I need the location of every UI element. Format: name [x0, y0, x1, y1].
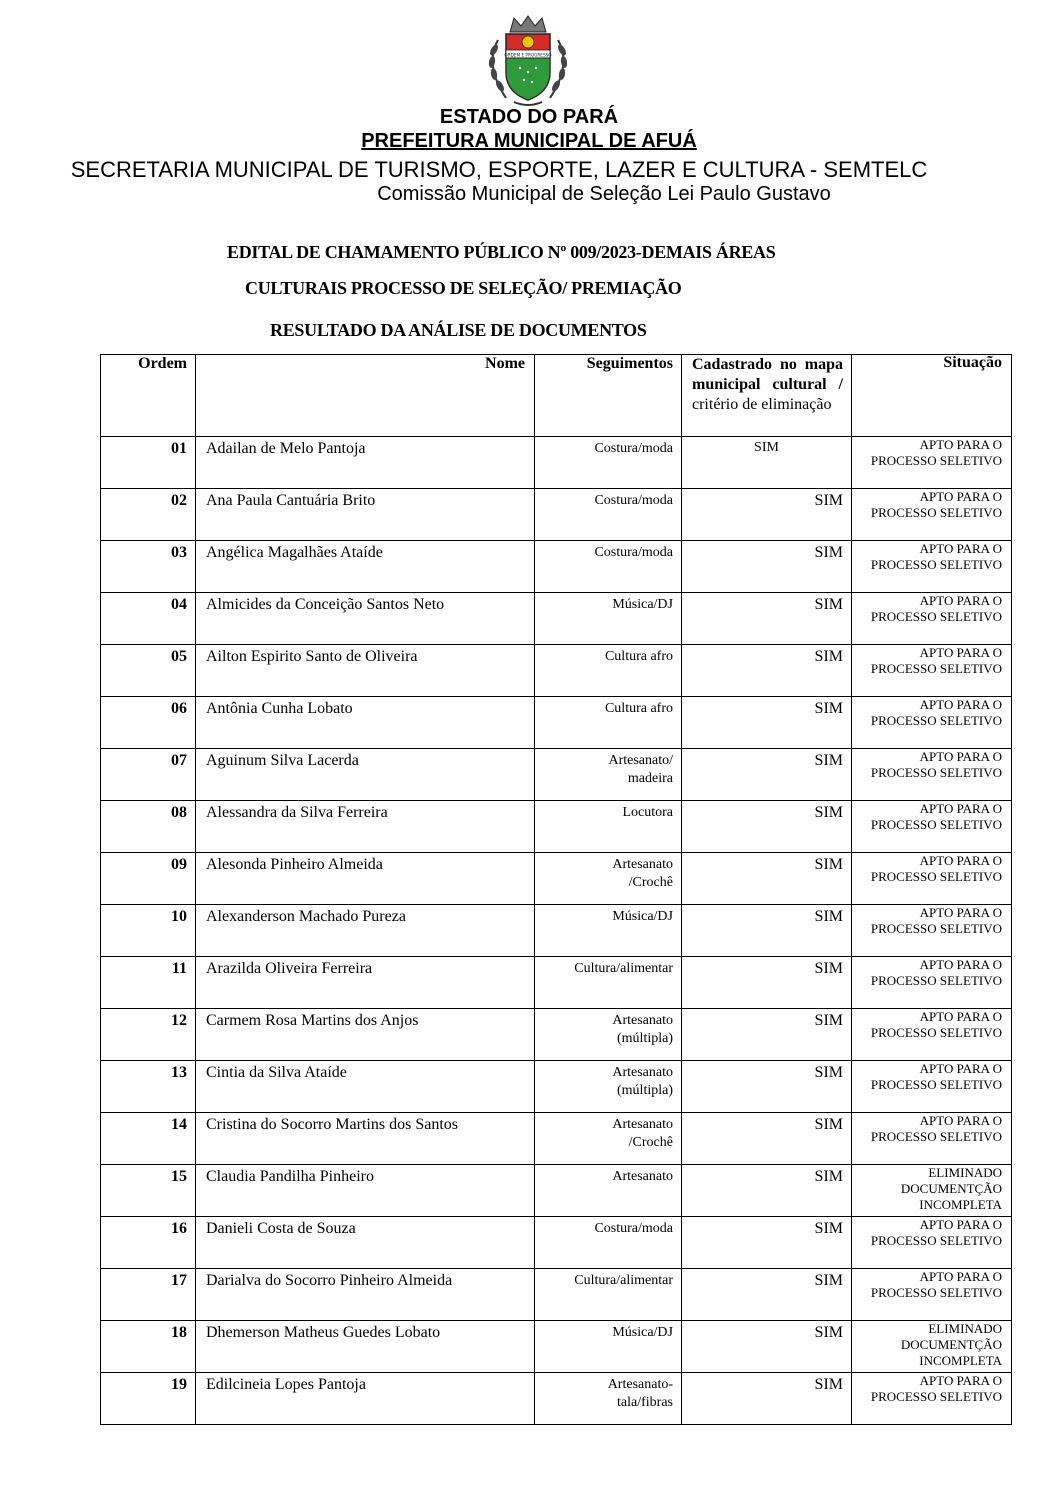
row-ordem: 18	[101, 1321, 196, 1373]
row-ordem: 09	[101, 853, 196, 905]
commission-heading: Comissão Municipal de Seleção Lei Paulo Gustavo	[377, 183, 831, 205]
row-nome: Aguinum Silva Lacerda	[196, 749, 535, 801]
row-segmento: Artesanato /Crochê	[535, 1113, 682, 1165]
row-segmento: Cultura/alimentar	[535, 1269, 682, 1321]
row-nome: Ana Paula Cantuária Brito	[196, 489, 535, 541]
row-segmento: Artesanato /Crochê	[535, 853, 682, 905]
table-row	[101, 645, 1012, 697]
row-ordem: 08	[101, 801, 196, 853]
row-segmento: Costura/moda	[535, 437, 682, 489]
row-ordem: 17	[101, 1269, 196, 1321]
prefecture-heading: PREFEITURA MUNICIPAL DE AFUÁ	[361, 130, 697, 152]
row-nome: Claudia Pandilha Pinheiro	[196, 1165, 535, 1217]
table-row	[101, 1321, 1012, 1373]
row-nome: Antônia Cunha Lobato	[196, 697, 535, 749]
municipal-crest-icon	[478, 10, 578, 110]
row-ordem: 04	[101, 593, 196, 645]
row-cadastrado: SIM	[682, 1321, 852, 1373]
col-nome: Nome	[196, 355, 535, 437]
row-nome: Almicides da Conceição Santos Neto	[196, 593, 535, 645]
secretariat-heading: SECRETARIA MUNICIPAL DE TURISMO, ESPORTE, LAZER E CULTURA - SEMTELC	[70, 157, 928, 182]
col-segmentos: Seguimentos	[535, 355, 682, 437]
table-row	[101, 593, 1012, 645]
row-segmento: Locutora	[535, 801, 682, 853]
row-nome: Alexanderson Machado Pureza	[196, 905, 535, 957]
row-segmento: Música/DJ	[535, 593, 682, 645]
row-segmento: Costura/moda	[535, 1217, 682, 1269]
row-nome: Alesonda Pinheiro Almeida	[196, 853, 535, 905]
row-ordem: 16	[101, 1217, 196, 1269]
row-cadastrado: SIM	[682, 697, 852, 749]
table-row	[101, 1009, 1012, 1061]
row-cadastrado: SIM	[682, 1061, 852, 1113]
row-ordem: 07	[101, 749, 196, 801]
row-cadastrado: SIM	[682, 593, 852, 645]
row-situacao: APTO PARA O PROCESSO SELETIVO	[852, 489, 1012, 541]
process-title: CULTURAIS PROCESSO DE SELEÇÃO/ PREMIAÇÃO	[245, 278, 682, 298]
row-segmento: Costura/moda	[535, 541, 682, 593]
row-cadastrado: SIM	[682, 1373, 852, 1425]
row-cadastrado: SIM	[682, 1217, 852, 1269]
row-nome: Arazilda Oliveira Ferreira	[196, 957, 535, 1009]
row-ordem: 19	[101, 1373, 196, 1425]
row-situacao: APTO PARA O PROCESSO SELETIVO	[852, 1113, 1012, 1165]
row-segmento: Costura/moda	[535, 489, 682, 541]
table-row	[101, 1269, 1012, 1321]
row-situacao: APTO PARA O PROCESSO SELETIVO	[852, 749, 1012, 801]
edital-title: EDITAL DE CHAMAMENTO PÚBLICO Nº 009/2023-DEMAIS ÁREAS	[227, 242, 776, 262]
row-situacao: APTO PARA O PROCESSO SELETIVO	[852, 437, 1012, 489]
row-cadastrado: SIM	[682, 489, 852, 541]
row-cadastrado: SIM	[682, 541, 852, 593]
row-ordem: 06	[101, 697, 196, 749]
table-row	[101, 853, 1012, 905]
table-header-row	[101, 355, 1012, 437]
table-row	[101, 1373, 1012, 1425]
row-ordem: 13	[101, 1061, 196, 1113]
row-situacao: APTO PARA O PROCESSO SELETIVO	[852, 645, 1012, 697]
row-segmento: Cultura afro	[535, 697, 682, 749]
row-nome: Edilcineia Lopes Pantoja	[196, 1373, 535, 1425]
row-segmento: Artesanato (múltipla)	[535, 1009, 682, 1061]
row-cadastrado: SIM	[682, 853, 852, 905]
row-nome: Darialva do Socorro Pinheiro Almeida	[196, 1269, 535, 1321]
row-ordem: 15	[101, 1165, 196, 1217]
row-ordem: 14	[101, 1113, 196, 1165]
row-segmento: Cultura afro	[535, 645, 682, 697]
row-cadastrado: SIM	[682, 1165, 852, 1217]
row-segmento: Música/DJ	[535, 905, 682, 957]
table-row	[101, 1217, 1012, 1269]
crest-motto: ORDEM E PROGRESSO	[504, 52, 552, 58]
row-situacao: APTO PARA O PROCESSO SELETIVO	[852, 1269, 1012, 1321]
row-cadastrado: SIM	[682, 957, 852, 1009]
row-situacao: ELIMINADO DOCUMENTÇÃO INCOMPLETA	[852, 1321, 1012, 1373]
row-cadastrado: SIM	[682, 905, 852, 957]
table-row	[101, 957, 1012, 1009]
row-nome: Carmem Rosa Martins dos Anjos	[196, 1009, 535, 1061]
row-cadastrado: SIM	[682, 1269, 852, 1321]
row-situacao: APTO PARA O PROCESSO SELETIVO	[852, 957, 1012, 1009]
table-row	[101, 749, 1012, 801]
table-row	[101, 801, 1012, 853]
row-nome: Cintia da Silva Ataíde	[196, 1061, 535, 1113]
row-ordem: 11	[101, 957, 196, 1009]
row-nome: Cristina do Socorro Martins dos Santos	[196, 1113, 535, 1165]
table-row	[101, 905, 1012, 957]
row-ordem: 02	[101, 489, 196, 541]
row-ordem: 03	[101, 541, 196, 593]
row-situacao: APTO PARA O PROCESSO SELETIVO	[852, 593, 1012, 645]
col-cadastrado	[682, 355, 852, 437]
row-situacao: APTO PARA O PROCESSO SELETIVO	[852, 1061, 1012, 1113]
row-nome: Dhemerson Matheus Guedes Lobato	[196, 1321, 535, 1373]
row-situacao: APTO PARA O PROCESSO SELETIVO	[852, 905, 1012, 957]
row-segmento: Música/DJ	[535, 1321, 682, 1373]
row-ordem: 05	[101, 645, 196, 697]
table-row	[101, 541, 1012, 593]
col-ordem: Ordem	[101, 355, 196, 437]
row-situacao: APTO PARA O PROCESSO SELETIVO	[852, 1217, 1012, 1269]
table-row	[101, 1061, 1012, 1113]
table-row	[101, 437, 1012, 489]
row-nome: Adailan de Melo Pantoja	[196, 437, 535, 489]
row-segmento: Artesanato	[535, 1165, 682, 1217]
table-row	[101, 697, 1012, 749]
row-situacao: APTO PARA O PROCESSO SELETIVO	[852, 853, 1012, 905]
row-cadastrado: SIM	[682, 1113, 852, 1165]
row-situacao: APTO PARA O PROCESSO SELETIVO	[852, 541, 1012, 593]
row-nome: Ailton Espirito Santo de Oliveira	[196, 645, 535, 697]
col-situacao: Situação	[852, 355, 1012, 437]
row-cadastrado: SIM	[682, 437, 852, 489]
row-segmento: Artesanato- tala/fibras	[535, 1373, 682, 1425]
row-segmento: Artesanato/ madeira	[535, 749, 682, 801]
row-situacao: APTO PARA O PROCESSO SELETIVO	[852, 697, 1012, 749]
row-situacao: ELIMINADO DOCUMENTÇÃO INCOMPLETA	[852, 1165, 1012, 1217]
row-segmento: Artesanato (múltipla)	[535, 1061, 682, 1113]
row-nome: Angélica Magalhães Ataíde	[196, 541, 535, 593]
results-table	[100, 354, 1012, 1425]
state-heading: ESTADO DO PARÁ	[439, 106, 619, 128]
row-situacao: APTO PARA O PROCESSO SELETIVO	[852, 1373, 1012, 1425]
row-ordem: 12	[101, 1009, 196, 1061]
row-cadastrado: SIM	[682, 645, 852, 697]
row-situacao: APTO PARA O PROCESSO SELETIVO	[852, 1009, 1012, 1061]
col-cadastrado-normal: critério de eliminação	[692, 396, 832, 413]
row-ordem: 10	[101, 905, 196, 957]
table-row	[101, 1113, 1012, 1165]
table-row	[101, 1165, 1012, 1217]
col-cadastrado-bold: Cadastrado no mapa municipal cultural /	[692, 356, 843, 393]
row-situacao: APTO PARA O PROCESSO SELETIVO	[852, 801, 1012, 853]
result-title: RESULTADO DA ANÁLISE DE DOCUMENTOS	[270, 320, 647, 340]
row-cadastrado: SIM	[682, 749, 852, 801]
row-cadastrado: SIM	[682, 1009, 852, 1061]
row-nome: Alessandra da Silva Ferreira	[196, 801, 535, 853]
table-row	[101, 489, 1012, 541]
row-ordem: 01	[101, 437, 196, 489]
row-nome: Danieli Costa de Souza	[196, 1217, 535, 1269]
row-segmento: Cultura/alimentar	[535, 957, 682, 1009]
row-cadastrado: SIM	[682, 801, 852, 853]
